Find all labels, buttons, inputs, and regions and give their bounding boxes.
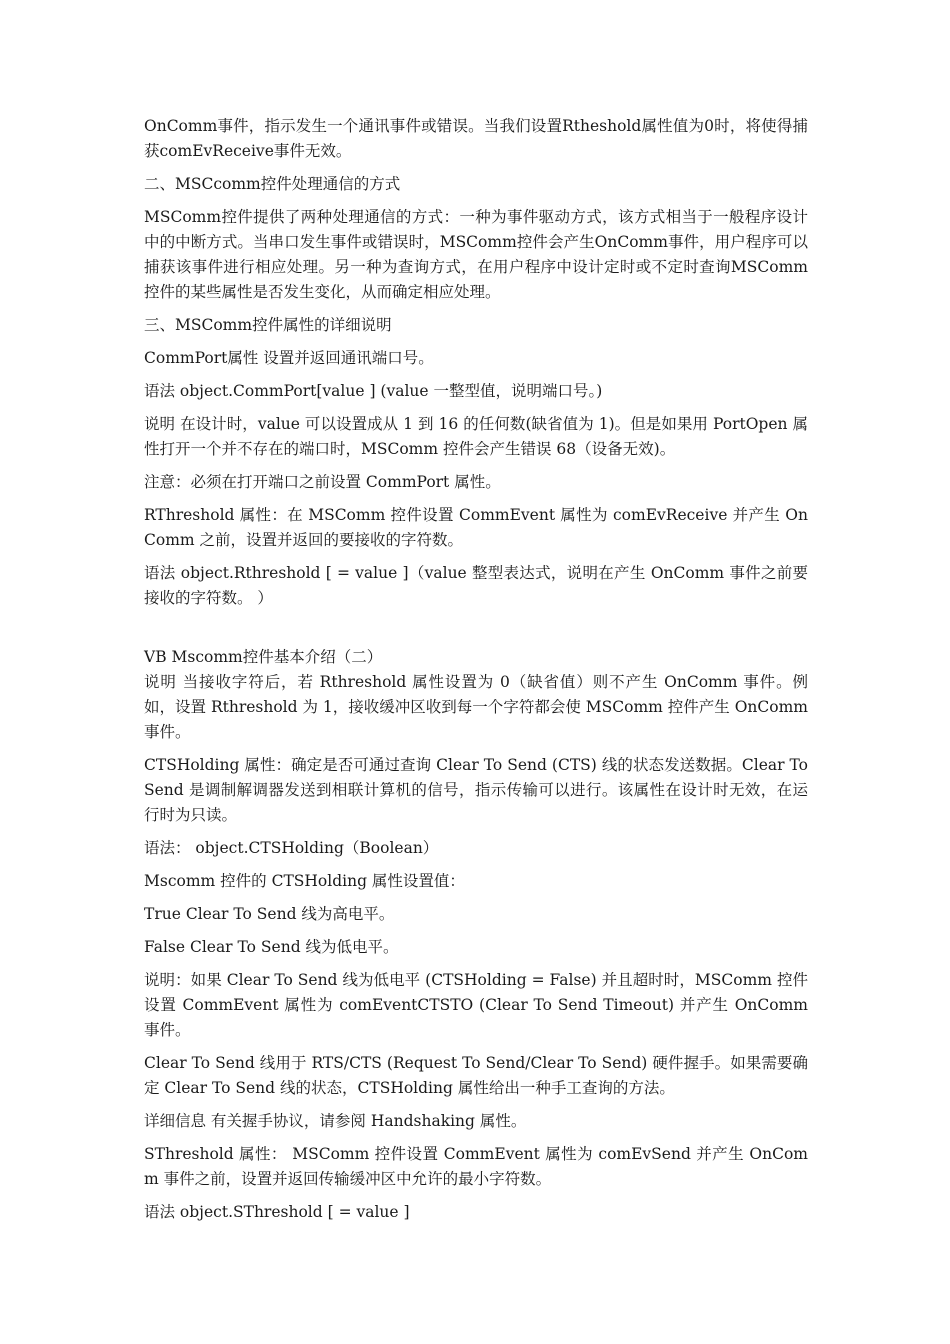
paragraph-rthreshold: RThreshold 属性：在 MSComm 控件设置 CommEvent 属性为 comEvReceive 并产生 OnComm 之前，设置并返回的要接收的字符数。 bbox=[144, 506, 808, 549]
paragraph-ctsholding-description: 说明：如果 Clear To Send 线为低电平 (CTSHolding = False) 并且超时时，MSComm 控件设置 CommEvent 属性为 comEventCTSTO (Clear To Send Timeout) 并产生 OnComm 事件。 bbox=[144, 971, 808, 1039]
paragraph-handshake: Clear To Send 线用于 RTS/CTS (Request To Send/Clear To Send) 硬件握手。如果需要确定 Clear To Send 线的状态，CTSHolding 属性给出一种手工查询的方法。 bbox=[144, 1054, 808, 1097]
paragraph-ctsholding-true: True Clear To Send 线为高电平。 bbox=[144, 905, 395, 923]
paragraph-details: 详细信息 有关握手协议，请参阅 Handshaking 属性。 bbox=[144, 1112, 527, 1130]
section-gap bbox=[144, 619, 808, 645]
paragraph-rthreshold-syntax: 语法 object.Rthreshold [ = value ]（value 整型表达式，说明在产生 OnComm 事件之前要接收的字符数。 ） bbox=[144, 564, 808, 607]
paragraph-ctsholding: CTSHolding 属性：确定是否可通过查询 Clear To Send (CTS) 线的状态发送数据。Clear To Send 是调制解调器发送到相联计算机的信号，指示传输可以进行。该属性在设计时无效，在运行时为只读。 bbox=[144, 756, 808, 824]
heading-section-two: 二、MSCcomm控件处理通信的方式 bbox=[144, 175, 401, 193]
paragraph-ctsholding-syntax: 语法： object.CTSHolding（Boolean） bbox=[144, 839, 439, 857]
paragraph-ctsholding-values: Mscomm 控件的 CTSHolding 属性设置值： bbox=[144, 872, 465, 890]
paragraph-ctsholding-false: False Clear To Send 线为低电平。 bbox=[144, 938, 399, 956]
paragraph-commport-description: 说明 在设计时，value 可以设置成从 1 到 16 的任何数(缺省值为 1)。但是如果用 PortOpen 属性打开一个并不存在的端口时，MSComm 控件会产生错误 68（设备无效)。 bbox=[144, 415, 808, 458]
paragraph-rthreshold-description: 说明 当接收字符后，若 Rthreshold 属性设置为 0（缺省值）则不产生 OnComm 事件。例如，设置 Rthreshold 为 1，接收缓冲区收到每一个字符都会使 MSComm 控件产生 OnComm 事件。 bbox=[144, 673, 808, 741]
document-body bbox=[144, 114, 808, 1233]
heading-part-two: VB Mscomm控件基本介绍（二） bbox=[144, 648, 383, 666]
paragraph-sthreshold-syntax: 语法 object.SThreshold [ = value ] bbox=[144, 1203, 410, 1221]
heading-section-three: 三、MSComm控件属性的详细说明 bbox=[144, 316, 392, 334]
paragraph-commport: CommPort属性 设置并返回通讯端口号。 bbox=[144, 349, 434, 367]
paragraph-oncomm-intro: OnComm事件，指示发生一个通讯事件或错误。当我们设置Rtheshold属性值为0时，将使得捕获comEvReceive事件无效。 bbox=[144, 117, 808, 160]
paragraph-sthreshold: SThreshold 属性： MSComm 控件设置 CommEvent 属性为 comEvSend 并产生 OnComm 事件之前，设置并返回传输缓冲区中允许的最小字符数。 bbox=[144, 1145, 808, 1188]
paragraph-commport-note: 注意：必须在打开端口之前设置 CommPort 属性。 bbox=[144, 473, 501, 491]
paragraph-commport-syntax: 语法 object.CommPort[value ] (value 一整型值，说明端口号。) bbox=[144, 382, 603, 400]
paragraph-communication-methods: MSComm控件提供了两种处理通信的方式：一种为事件驱动方式，该方式相当于一般程序设计中的中断方式。当串口发生事件或错误时，MSComm控件会产生OnComm事件，用户程序可以捕获该事件进行相应处理。另一种为查询方式，在用户程序中设计定时或不定时查询MSComm控件的某些属性是否发生变化，从而确定相应处理。 bbox=[144, 208, 808, 301]
